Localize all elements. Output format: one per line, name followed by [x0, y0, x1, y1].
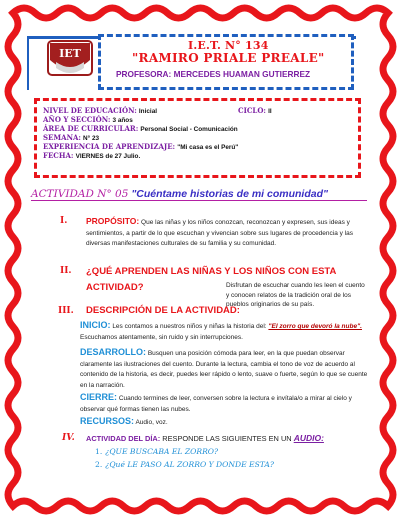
svg-text:IET: IET	[59, 47, 81, 60]
cierre-block: CIERRE: Cuando termines de leer, conversen sobre la lectura e invítala/o a mirar al cielo y observar qué formas tienen las nubes.	[80, 392, 352, 413]
teacher-name: PROFESORA: MERCEDES HUAMAN GUTIERREZ	[116, 69, 311, 79]
section-2-heading: ¿QUÉ APRENDEN LAS NIÑAS Y LOS NIÑOS CON ESTA ACTIVIDAD?	[86, 266, 337, 293]
section-1-number: I.	[60, 216, 68, 226]
institution-number: I.E.T. N° 134	[188, 39, 269, 52]
section-3-number: III.	[58, 306, 74, 316]
section-2-text: Disfrutan de escuchar cuando les leen el cuento y conocen relatos de la tradición oral de los pueblos originarios de su país.	[226, 282, 365, 309]
info-row-ciclo: CICLO: II	[238, 106, 272, 115]
section-4-heading: ACTIVIDAD DEL DÍA: RESPONDE LAS SIGUIENTES EN UN AUDIO:	[86, 433, 324, 443]
section-2-number: II.	[60, 266, 72, 276]
section-3-heading: DESCRIPCIÓN DE LA ACTIVIDAD:	[86, 305, 240, 316]
inicio-block: INICIO: Les contamos a nuestros niños y niñas la historia del: "El zorro que devoró la nube". Escuchamos atentamente, sin ruido y sin interrupciones.	[80, 320, 362, 341]
question-1: 1. ¿QUE BUSCABA EL ZORRO?	[95, 447, 219, 456]
section-1-purpose: PROPÓSITO: Que las niñas y los niños conozcan, reconozcan y expresen, sus ideas y sentimientos, a partir de lo que escuchan y vivencian sobre sus lugares de procedencia y las diversas manifestaciones culturales de su familia y su comunidad.	[86, 216, 354, 248]
institution-name: "RAMIRO PRIALE PREALE"	[132, 51, 325, 65]
recursos-block: RECURSOS: Audio, voz.	[80, 416, 168, 426]
info-row-anio: AÑO Y SECCIÓN: 3 años	[43, 115, 133, 124]
section-4-number: IV.	[62, 433, 75, 443]
info-row-experiencia: EXPERIENCIA DE APRENDIZAJE: "Mi casa es el Perú"	[43, 142, 239, 151]
info-row-fecha: FECHA: VIERNES de 27 Julio.	[43, 151, 141, 160]
info-row-semana: SEMANA: N° 23	[43, 133, 100, 142]
desarrollo-block: DESARROLLO: Busquen una posición cómoda para leer, en la que puedan observar claramente las ilustraciones del cuento. Durante la lectura, cambia el tono de voz de acuerdo al contenido de la historia, es decir, puedes leer rápido o lento, suave o fuerte, según lo que se cuente en la narración.	[80, 347, 368, 389]
activity-title: ACTIVIDAD N° 05 "Cuéntame historias de mi comunidad"	[31, 188, 367, 201]
school-logo	[42, 38, 98, 80]
question-2: 2. ¿Qué LE PASO AL ZORRO Y DONDE ESTA?	[95, 460, 274, 469]
info-row-nivel: NIVEL DE EDUCACIÓN: Inicial	[43, 106, 158, 115]
info-row-area: ÁREA DE CURRICULAR: Personal Social - Comunicación	[43, 124, 238, 133]
